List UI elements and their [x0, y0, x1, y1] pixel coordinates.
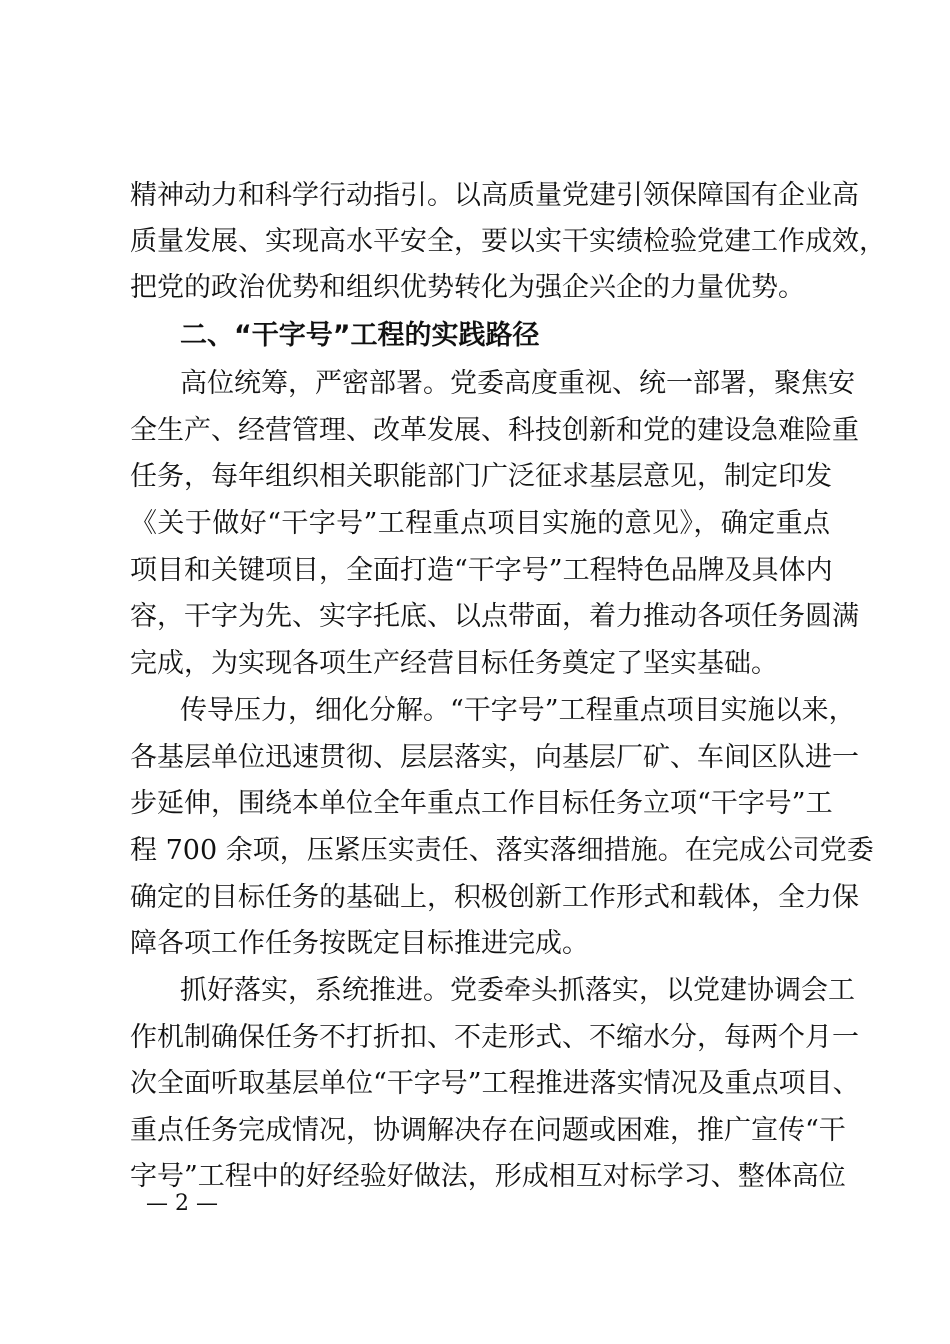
body-line: 字号”工程中的好经验好做法，形成相互对标学习、整体高位	[130, 1161, 846, 1192]
body-line: 重点任务完成情况，协调解决存在问题或困难，推广宣传“干	[130, 1115, 846, 1146]
body-line: 各基层单位迅速贯彻、层层落实，向基层厂矿、车间区队进一	[130, 742, 859, 773]
body-line: 项目和关键项目，全面打造“干字号”工程特色品牌及具体内	[130, 555, 833, 586]
body-line: 高位统筹，严密部署。党委高度重视、统一部署，聚焦安	[180, 368, 855, 399]
body-line: 次全面听取基层单位“干字号”工程推进落实情况及重点项目、	[130, 1068, 860, 1099]
page-number: — 2 —	[146, 1191, 218, 1216]
body-line: 《关于做好“干字号”工程重点项目实施的意见》，确定重点	[130, 508, 830, 539]
body-line: 作机制确保任务不打折扣、不走形式、不缩水分，每两个月一	[130, 1022, 859, 1053]
body-line: 精神动力和科学行动指引。以高质量党建引领保障国有企业高	[130, 180, 859, 211]
body-line: 把党的政治优势和组织优势转化为强企兴企的力量优势。	[130, 272, 805, 303]
section-heading: 二、“干字号”工程的实践路径	[180, 320, 540, 351]
body-line: 容，干字为先、实字托底、以点带面，着力推动各项任务圆满	[130, 601, 859, 632]
body-line: 确定的目标任务的基础上，积极创新工作形式和载体，全力保	[130, 882, 859, 913]
body-line: 障各项工作任务按既定目标推进完成。	[130, 928, 589, 959]
body-line: 完成，为实现各项生产经营目标任务奠定了坚实基础。	[130, 648, 778, 679]
body-line: 传导压力，细化分解。“干字号”工程重点项目实施以来，	[180, 695, 856, 726]
body-line: 全生产、经营管理、改革发展、科技创新和党的建设急难险重	[130, 415, 859, 446]
body-line: 程 700 余项，压紧压实责任、落实落细措施。在完成公司党委	[130, 835, 874, 866]
body-line: 任务，每年组织相关职能部门广泛征求基层意见，制定印发	[130, 461, 832, 492]
body-line: 抓好落实，系统推进。党委牵头抓落实，以党建协调会工	[180, 975, 855, 1006]
body-line: 质量发展、实现高水平安全，要以实干实绩检验党建工作成效，	[130, 226, 886, 257]
body-line: 步延伸，围绕本单位全年重点工作目标任务立项“干字号”工	[130, 788, 833, 819]
